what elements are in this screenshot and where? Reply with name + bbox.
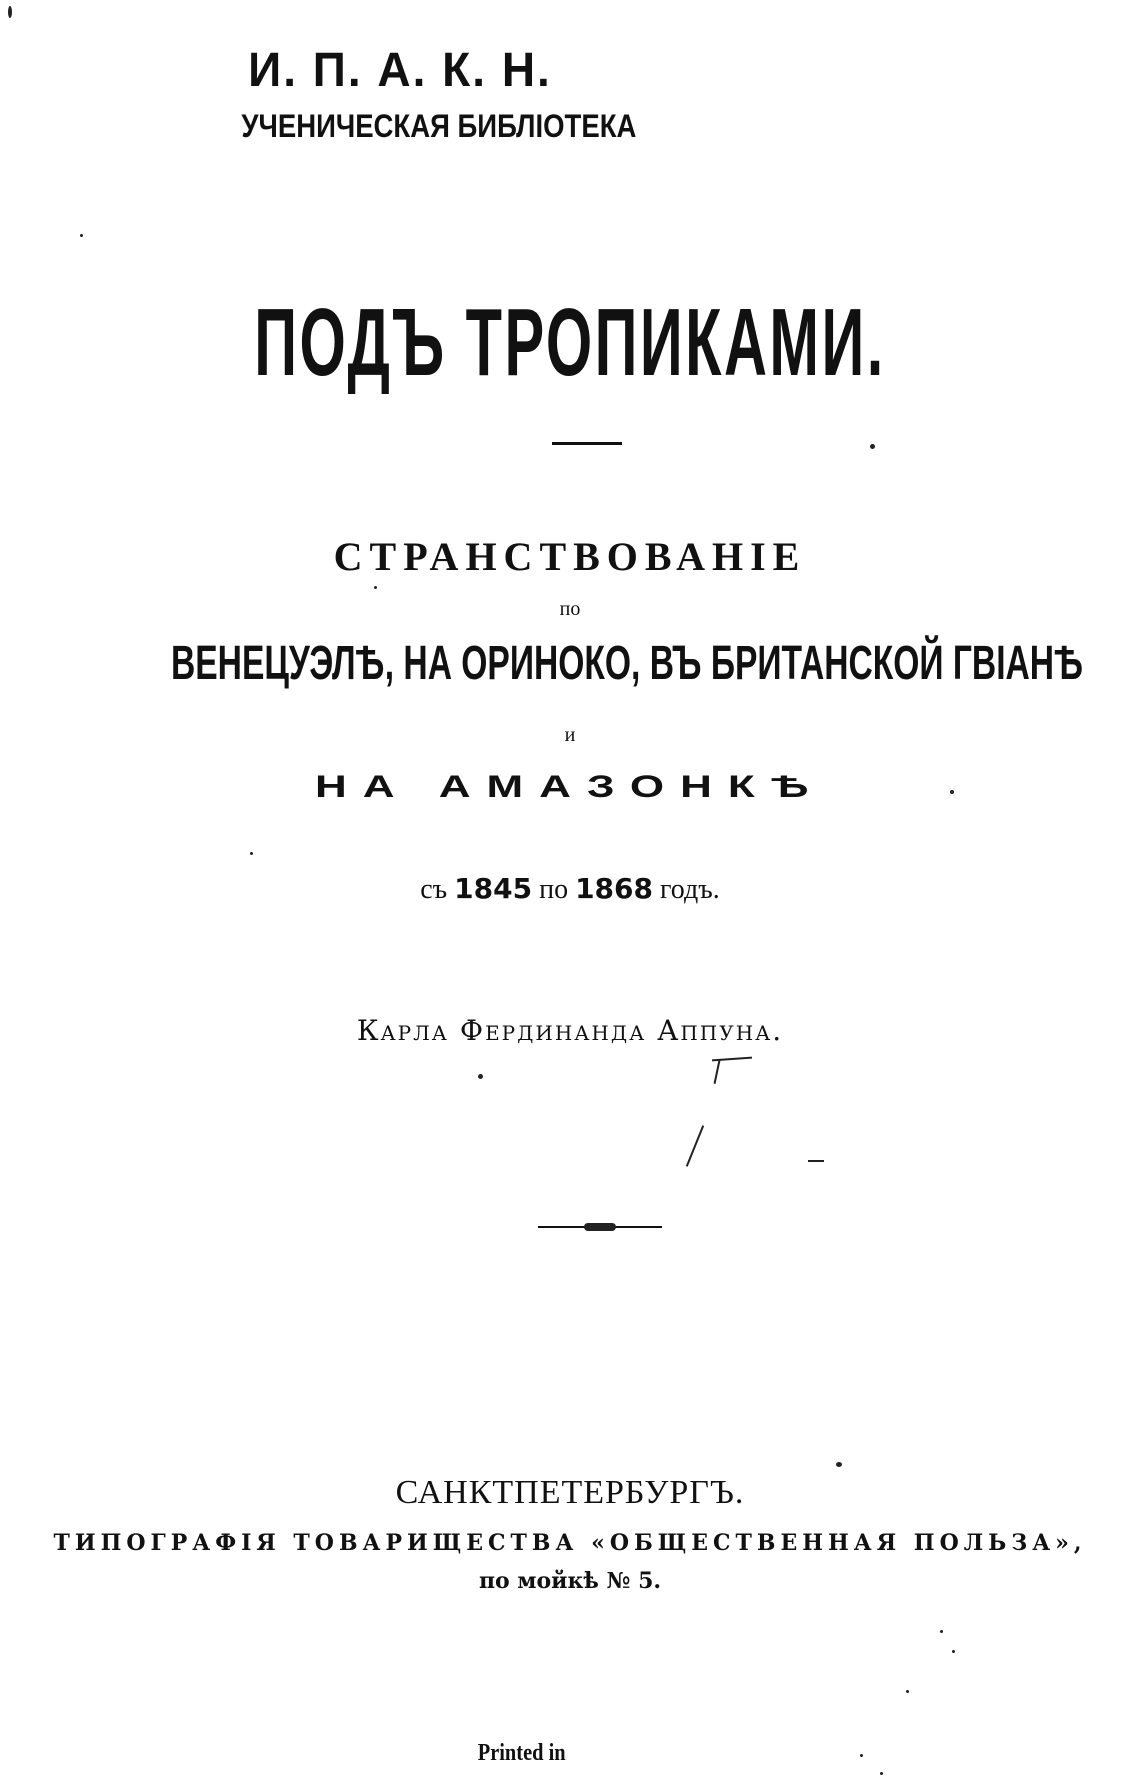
imprint-press: ТИПОГРАФІЯ ТОВАРИЩЕСТВА «ОБЩЕСТВЕННАЯ ПОЛЬЗА», [53,1530,1087,1556]
years-line [0,872,1140,906]
connector-po: по [559,598,581,620]
scan-speck [880,1772,883,1775]
author-line: Карла Фердинанда Аппуна. [356,1014,784,1047]
scan-speck [950,790,954,794]
book-title: ПОДЪ ТРОПИКАМИ. [254,289,886,396]
ornament-dot [584,1223,616,1231]
library-stamp-name: УЧЕНИЧЕСКАЯ БИБЛІОТЕКА [241,108,637,144]
handwritten-stroke [686,1125,704,1167]
places-line: ВЕНЕЦУЭЛѢ, НА ОРИНОКО, ВЪ БРИТАНСКОЙ ГВІАНѢ [171,637,1084,690]
years-suffix: годъ. [660,874,720,905]
scan-speck [80,234,83,237]
amazon-line: НА АМАЗОНКѢ [314,769,826,805]
scan-speck [952,1650,955,1653]
scan-speck [940,1630,943,1633]
printed-in-stamp: Printed in [477,1740,566,1766]
scan-speck [374,586,377,589]
library-stamp-initials: И. П. А. К. Н. [248,41,552,97]
handwritten-stroke [714,1060,721,1084]
imprint-city: САНКТПЕТЕРБУРГЪ. [395,1474,745,1511]
year-end: 1868 [575,872,654,905]
imprint-address: по мойкѣ № 5. [478,1568,662,1594]
years-middle: по [539,874,569,905]
scan-speck [250,852,253,855]
scan-speck [906,1690,909,1693]
scan-speck [860,1754,863,1757]
handwritten-stroke [808,1160,824,1162]
scan-speck [836,1462,842,1467]
connector-i: и [564,724,576,746]
scan-speck [870,444,875,449]
title-divider [552,442,622,445]
scan-speck [478,1074,483,1079]
year-start: 1845 [454,872,533,905]
book-subtitle: СТРАНСТВОВАНІЕ [333,534,807,579]
years-prefix: съ [420,874,448,905]
scan-speck [8,6,12,18]
